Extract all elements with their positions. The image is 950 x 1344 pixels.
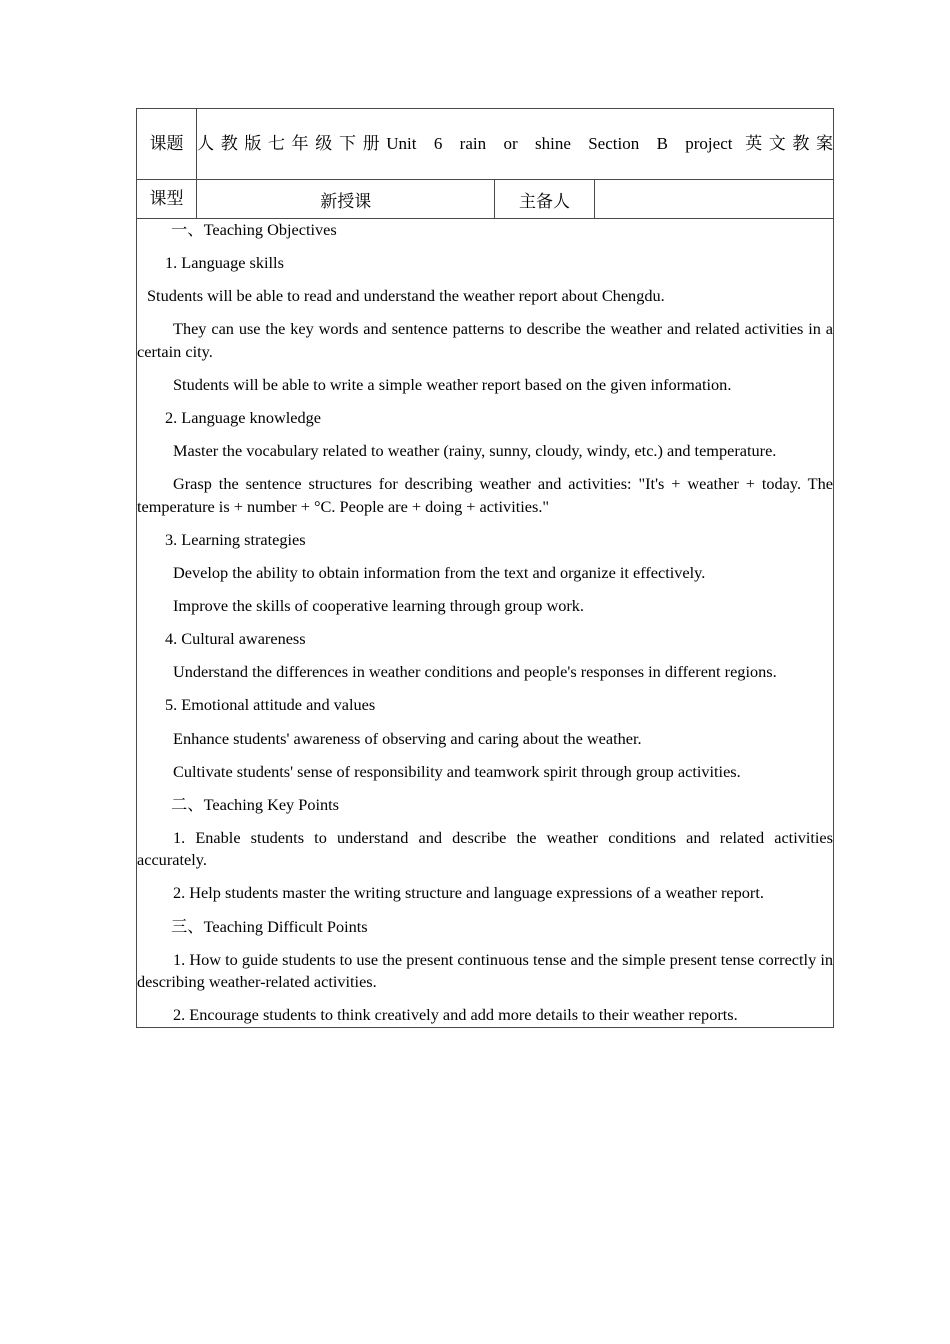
paragraph-skills-3: Students will be able to write a simple weather report based on the given information. bbox=[173, 374, 732, 394]
lesson-title-cn-tail: 英文教案 bbox=[738, 134, 834, 154]
paragraph-knowledge-1: Master the vocabulary related to weather (rainy, sunny, cloudy, windy, etc.) and temperature. bbox=[173, 441, 777, 461]
paragraph-key-point-2: 2. Help students master the writing structure and language expressions of a weather report. bbox=[173, 883, 764, 903]
heading-cultural-awareness: 4. Cultural awareness bbox=[165, 629, 306, 649]
table-row-body bbox=[137, 219, 834, 1028]
heading-emotional-attitude: 5. Emotional attitude and values bbox=[165, 695, 376, 715]
paragraph-knowledge-2: Grasp the sentence structures for describing weather and activities: "It's + weather + today. The temperature is + number + °C. People are + doing + activities." bbox=[137, 474, 833, 516]
heading-learning-strategies: 3. Learning strategies bbox=[165, 529, 306, 549]
lesson-body-cell bbox=[137, 219, 834, 1028]
lesson-title-latin: Unit 6 rain or shine Section B project bbox=[386, 134, 733, 154]
paragraph-difficult-point-1: 1. How to guide students to use the present continuous tense and the simple present tense correctly in describing weather-related activities. bbox=[137, 949, 833, 992]
heading-language-skills: 1. Language skills bbox=[165, 253, 284, 273]
heading-teaching-key-points: 二、Teaching Key Points bbox=[171, 794, 339, 814]
paragraph-skills-2: They can use the key words and sentence patterns to describe the weather and related activities in a certain city. bbox=[137, 319, 833, 361]
lesson-title-cell bbox=[197, 109, 834, 180]
row-label-main-preparer: 主备人 bbox=[495, 180, 594, 219]
main-preparer-value bbox=[594, 180, 833, 219]
table-row-title bbox=[137, 109, 834, 180]
paragraph-cultural-1: Understand the differences in weather conditions and people's responses in different regions. bbox=[173, 662, 777, 682]
paragraph-strategies-1: Develop the ability to obtain information from the text and organize it effectively. bbox=[173, 563, 706, 583]
heading-teaching-objectives: 一、Teaching Objectives bbox=[171, 220, 337, 239]
lesson-type-value: 新授课 bbox=[197, 180, 495, 219]
paragraph-emotional-2: Cultivate students' sense of responsibility and teamwork spirit through group activities. bbox=[173, 761, 741, 781]
paragraph-strategies-2: Improve the skills of cooperative learning through group work. bbox=[173, 596, 584, 616]
paragraph-emotional-1: Enhance students' awareness of observing and caring about the weather. bbox=[173, 728, 642, 748]
paragraph-key-point-1: 1. Enable students to understand and describe the weather conditions and related activities accurately. bbox=[137, 827, 833, 870]
heading-language-knowledge: 2. Language knowledge bbox=[165, 408, 321, 428]
paragraph-skills-1: Students will be able to read and understand the weather report about Chengdu. bbox=[147, 286, 665, 306]
lesson-plan-table bbox=[136, 108, 834, 1028]
row-label-topic: 课题 bbox=[137, 109, 197, 180]
table-row-type bbox=[137, 180, 834, 219]
row-label-lesson-type: 课型 bbox=[137, 180, 197, 219]
heading-teaching-difficult-points: 三、Teaching Difficult Points bbox=[171, 916, 368, 936]
paragraph-difficult-point-2: 2. Encourage students to think creatively and add more details to their weather reports. bbox=[173, 1005, 738, 1025]
lesson-title-cn-head: 人教版七年级下册 bbox=[197, 134, 387, 154]
